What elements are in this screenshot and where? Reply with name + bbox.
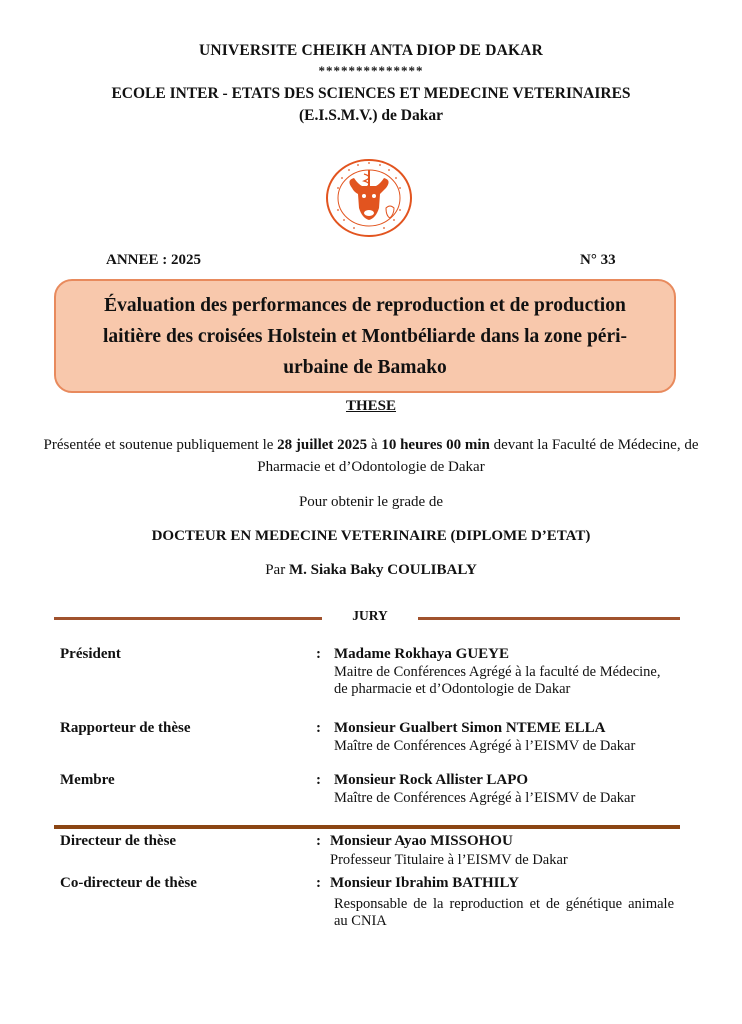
jury-role-president: Président xyxy=(60,646,121,662)
jury-colon: : xyxy=(316,646,321,662)
jury-desc-rapporteur: Maître de Conférences Agrégé à l’EISMV de Dakar xyxy=(334,738,636,754)
these-heading: THESE xyxy=(345,398,397,414)
thesis-number: N° 33 xyxy=(580,252,616,268)
presentation-statement xyxy=(40,434,702,478)
thesis-title: Évaluation des performances de reproduction et de production laitière des croisées Holstein et Montbéliarde dans la zone péri-urbaine de Bamako xyxy=(102,294,628,378)
university-name: UNIVERSITE CHEIKH ANTA DIOP DE DAKAR xyxy=(198,42,544,59)
co-director-desc: Responsable de la reproduction et de génétique animale au CNIA xyxy=(334,896,674,929)
defense-time: 10 heures 00 min xyxy=(381,437,490,453)
jury-name-membre: Monsieur Rock Allister LAPO xyxy=(334,772,529,788)
presentation-prefix: Présentée et soutenue publiquement le xyxy=(43,437,278,453)
diploma-title: DOCTEUR EN MEDECINE VETERINAIRE (DIPLOME D’ETAT) xyxy=(151,528,591,544)
eismv-logo xyxy=(324,158,414,238)
director-role: Directeur de thèse xyxy=(60,833,177,849)
jury-rule-right xyxy=(418,617,680,620)
author-line xyxy=(0,562,742,579)
thesis-title-box xyxy=(54,279,676,393)
author-prefix: Par xyxy=(265,562,289,578)
jury-divider xyxy=(54,825,680,829)
jury-desc-membre: Maître de Conférences Agrégé à l’EISMV de Dakar xyxy=(334,790,636,806)
header-separator: ************** xyxy=(318,63,424,78)
school-name: ECOLE INTER - ETATS DES SCIENCES ET MEDECINE VETERINAIRES xyxy=(111,85,631,102)
presentation-at: à xyxy=(367,437,382,453)
year-label: ANNEE : 2025 xyxy=(106,252,202,268)
jury-name-president: Madame Rokhaya GUEYE xyxy=(334,646,510,662)
jury-role-rapporteur: Rapporteur de thèse xyxy=(60,720,191,736)
co-director-name: Monsieur Ibrahim BATHILY xyxy=(330,875,519,891)
eismv-seal-icon xyxy=(324,158,414,238)
defense-date: 28 juillet 2025 xyxy=(277,437,368,453)
director-name: Monsieur Ayao MISSOHOU xyxy=(330,833,513,849)
presentation-suffix: devant la Faculté de Médecine, de Pharmacie et d’Odontologie de Dakar xyxy=(257,437,699,475)
jury-role-membre: Membre xyxy=(60,772,115,788)
jury-colon: : xyxy=(316,772,321,788)
director-colon: : xyxy=(316,833,321,849)
jury-desc-president: Maitre de Conférences Agrégé à la faculté de Médecine, de pharmacie et d’Odontologie de Dakar xyxy=(334,664,661,697)
grade-line: Pour obtenir le grade de xyxy=(298,494,444,510)
school-abbreviation: (E.I.S.M.V.) de Dakar xyxy=(299,107,443,124)
jury-heading: JURY xyxy=(352,608,388,623)
co-director-role: Co-directeur de thèse xyxy=(60,875,197,891)
jury-colon: : xyxy=(316,720,321,736)
jury-rule-left xyxy=(54,617,322,620)
co-director-colon: : xyxy=(316,875,321,891)
author-name: M. Siaka Baky COULIBALY xyxy=(288,562,477,578)
jury-name-rapporteur: Monsieur Gualbert Simon NTEME ELLA xyxy=(334,720,606,736)
director-desc: Professeur Titulaire à l’EISMV de Dakar xyxy=(330,852,568,868)
